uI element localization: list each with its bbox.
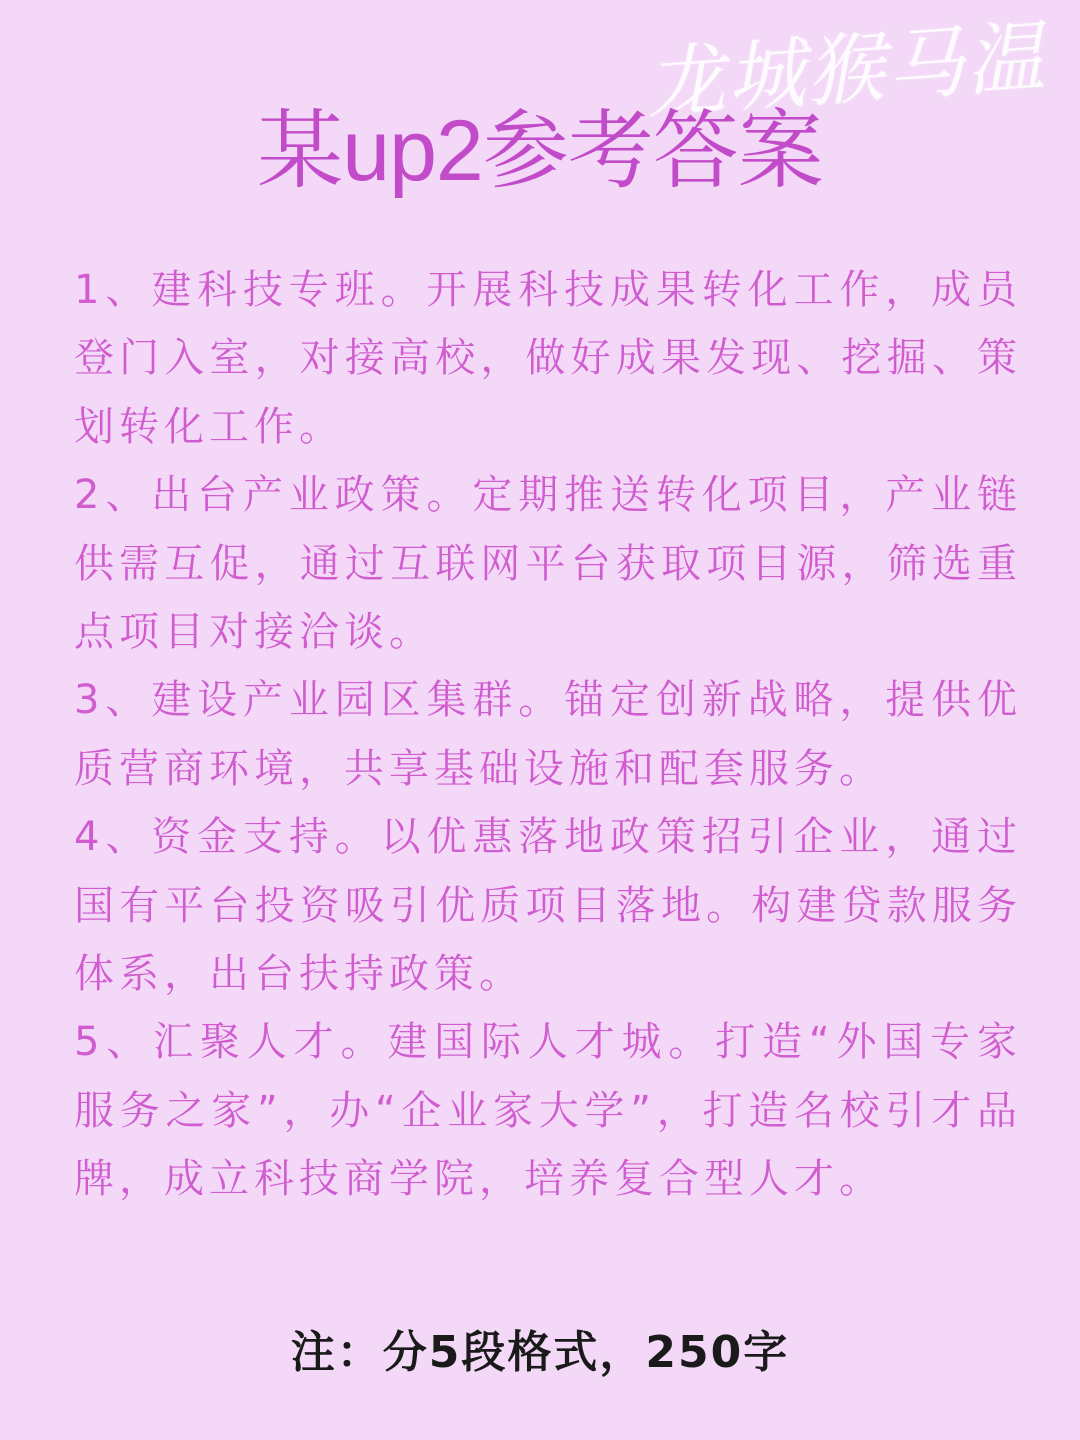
paragraph-4: 4、资金支持。以优惠落地政策招引企业，通过国有平台投资吸引优质项目落地。构建贷款服务体系，出台扶持政策。 <box>74 814 1022 998</box>
page-title: 某up2参考答案 <box>257 103 823 199</box>
answer-body <box>74 256 1022 1214</box>
format-note: 注：分5段格式，250字 <box>290 1327 790 1378</box>
watermark-signature: 龙城猴马温 <box>643 12 1050 130</box>
paragraph-2: 2、出台产业政策。定期推送转化项目，产业链供需互促，通过互联网平台获取项目源，筛选重点项目对接洽谈。 <box>74 472 1022 656</box>
paragraph-3: 3、建设产业园区集群。锚定创新战略，提供优质营商环境，共享基础设施和配套服务。 <box>74 677 1022 792</box>
paragraph-1: 1、建科技专班。开展科技成果转化工作，成员登门入室，对接高校，做好成果发现、挖掘、策划转化工作。 <box>74 267 1022 450</box>
paragraph-5: 5、汇聚人才。建国际人才城。打造“外国专家服务之家”，办“企业家大学”，打造名校引才品牌，成立科技商学院，培养复合型人才。 <box>74 1019 1022 1203</box>
